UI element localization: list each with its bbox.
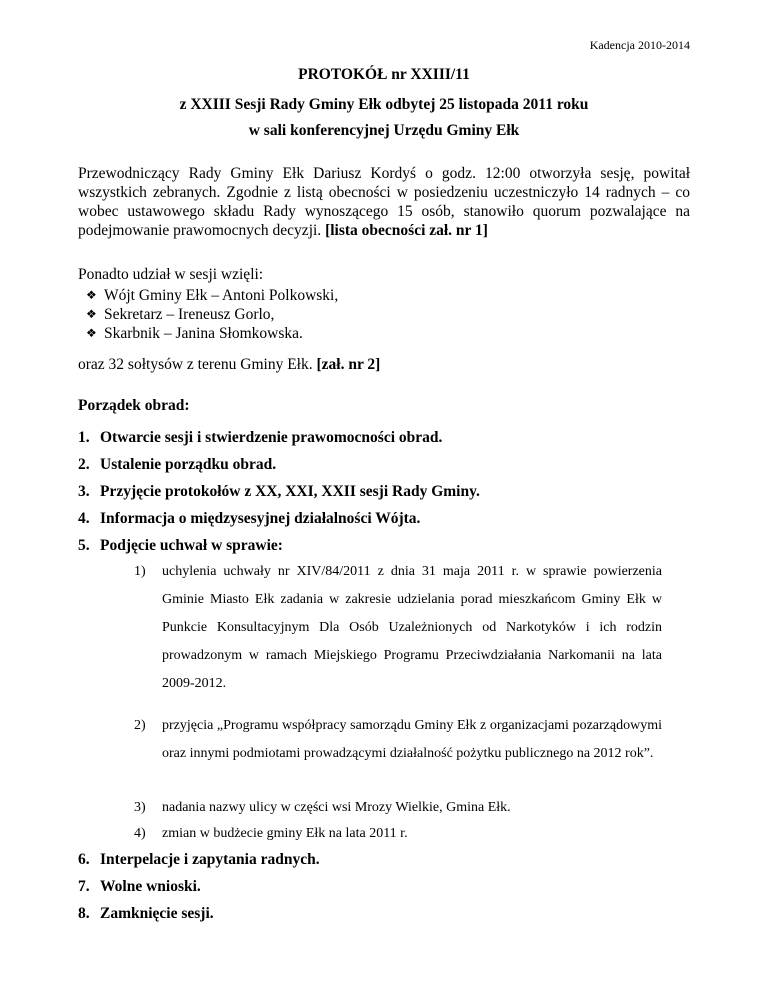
agenda-item	[78, 429, 442, 447]
resolution-number: 3)	[134, 800, 146, 815]
resolution-text: zmian w budżecie gminy Ełk na lata 2011 r.	[162, 826, 408, 841]
diamond-bullet-icon: ❖	[86, 307, 97, 321]
agenda-item-number: 6.	[78, 851, 90, 868]
resolution-text: nadania nazwy ulicy w części wsi Mrozy Wielkie, Gmina Ełk.	[162, 800, 511, 815]
resolution-item	[134, 820, 662, 848]
attendee-text: Sekretarz – Ireneusz Gorlo,	[104, 306, 275, 323]
soltysi-line	[78, 356, 380, 374]
resolution-number: 4)	[134, 826, 146, 841]
attendee-list	[86, 286, 338, 343]
agenda-item-text: Zamknięcie sesji.	[100, 905, 214, 922]
agenda-item-text: Ustalenie porządku obrad.	[100, 456, 277, 473]
session-subtitle: z XXIII Sesji Rady Gminy Ełk odbytej 25 listopada 2011 roku	[179, 96, 589, 113]
agenda-item-text: Podjęcie uchwał w sprawie:	[100, 537, 283, 554]
attendance-lead: Ponadto udział w sesji wzięli:	[78, 266, 264, 283]
session-location: w sali konferencyjnej Urzędu Gminy Ełk	[248, 122, 520, 139]
protocol-title: PROTOKÓŁ nr XXIII/11	[298, 66, 470, 83]
attendee-text: Skarbnik – Janina Słomkowska.	[104, 325, 303, 342]
agenda-item-number: 4.	[78, 510, 90, 527]
agenda-item-number: 2.	[78, 456, 90, 473]
resolution-number: 1)	[134, 564, 146, 579]
soltysi-text: oraz 32 sołtysów z terenu Gminy Ełk.	[78, 356, 317, 373]
agenda-item-text: Informacja o międzysesyjnej działalności Wójta.	[100, 510, 421, 527]
resolution-text: uchylenia uchwały nr XIV/84/2011 z dnia 31 maja 2011 r. w sprawie powierzenia Gminie Miasto Ełk zadania w zakresie udzielania porad mieszkańcom Gminy Ełk w Punkcie Konsultacyjnym Dla Osób Uzależnionych od Narkotyków i ich rodzin prowadzonym w ramach Miejskiego Programu Przeciwdziałania Narkomanii na lata 2009-2012.	[162, 564, 662, 691]
agenda-item-text: Przyjęcie protokołów z XX, XXI, XXII sesji Rady Gminy.	[100, 483, 480, 500]
agenda-item	[78, 537, 283, 555]
agenda-item	[78, 483, 480, 501]
resolution-number: 2)	[134, 718, 146, 733]
intro-text: Przewodniczący Rady Gminy Ełk Dariusz Kordyś o godz. 12:00 otworzyła sesję, powitał wszystkich zebranych. Zgodnie z listą obecności w posiedzeniu uczestniczyło 14 radnych – co wobec ustawowego składu Rady wynoszącego 15 osób, stanowiło quorum pozwalające na podejmowanie prawomocnych decyzji.	[78, 165, 690, 239]
resolution-item	[134, 794, 662, 822]
attendee-item	[86, 324, 338, 343]
agenda-item-number: 5.	[78, 537, 90, 554]
agenda-heading: Porządek obrad:	[78, 397, 190, 414]
term-label: Kadencja 2010-2014	[589, 38, 690, 52]
attendee-text: Wójt Gminy Ełk – Antoni Polkowski,	[104, 287, 339, 304]
soltysi-attachment-ref: [zał. nr 2]	[316, 356, 381, 373]
intro-paragraph	[78, 164, 690, 240]
diamond-bullet-icon: ❖	[86, 326, 97, 340]
agenda-item-number: 3.	[78, 483, 90, 500]
agenda-item-number: 8.	[78, 905, 90, 922]
agenda-item-number: 7.	[78, 878, 90, 895]
agenda-item-text: Wolne wnioski.	[100, 878, 201, 895]
diamond-bullet-icon: ❖	[86, 288, 97, 302]
resolution-item	[134, 712, 662, 768]
resolution-item	[134, 558, 662, 698]
agenda-item-text: Otwarcie sesji i stwierdzenie prawomocności obrad.	[100, 429, 443, 446]
agenda-item-number: 1.	[78, 429, 90, 446]
attendance-attachment-ref: [lista obecności zał. nr 1]	[325, 222, 488, 239]
agenda-item	[78, 878, 201, 896]
agenda-item	[78, 456, 276, 474]
attendee-item	[86, 286, 338, 305]
agenda-item	[78, 510, 420, 528]
agenda-item	[78, 851, 320, 869]
resolution-text: przyjęcia „Programu współpracy samorządu Gminy Ełk z organizacjami pozarządowymi oraz innymi podmiotami prowadzącymi działalność pożytku publicznego na 2012 rok”.	[162, 718, 662, 761]
agenda-item	[78, 905, 214, 923]
agenda-item-text: Interpelacje i zapytania radnych.	[100, 851, 320, 868]
attendee-item	[86, 305, 338, 324]
